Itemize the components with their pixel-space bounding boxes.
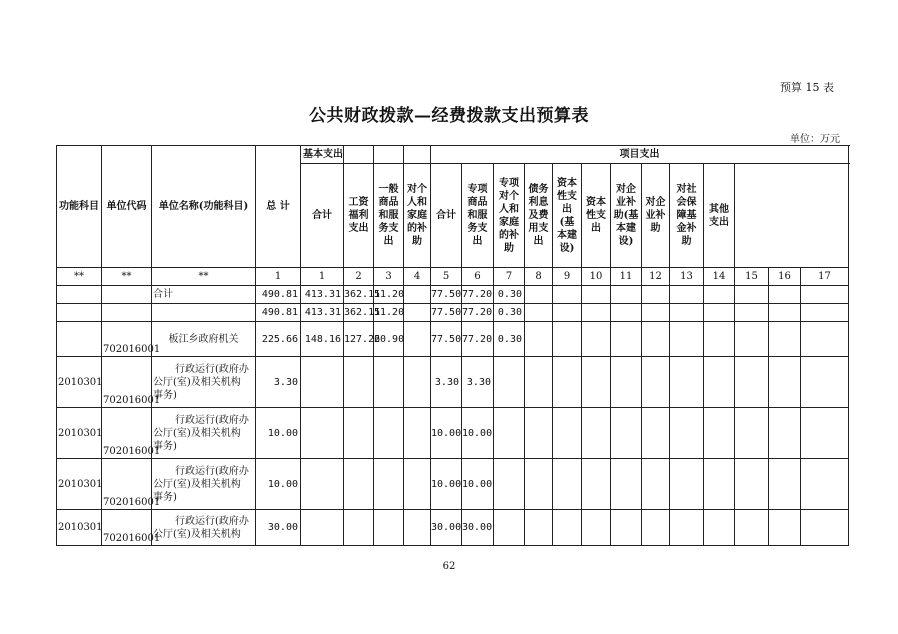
header-capital: 资本性支出	[582, 164, 611, 268]
header-func-code: 功能科目	[57, 146, 102, 268]
special-goods-cell: 77.20	[462, 322, 494, 357]
column-number-row	[57, 268, 849, 286]
column-number: 13	[670, 268, 704, 286]
column-number: **	[102, 268, 152, 286]
special-goods-cell: 77.20	[462, 304, 494, 322]
project-total-cell: 30.00	[431, 510, 462, 546]
goods-cell: 51.20	[374, 286, 404, 304]
header-basic-total: 合计	[301, 164, 344, 268]
column-number: 10	[582, 268, 611, 286]
header-project-total: 合计	[431, 164, 462, 268]
func-code-cell: 2010301	[57, 510, 102, 546]
header-special-personal: 专项对个人和家庭的补助	[494, 164, 525, 268]
header-wages: 工资福利支出	[344, 164, 374, 268]
header-blank	[344, 146, 374, 164]
unit-name-cell: 板江乡政府机关	[152, 322, 256, 357]
table-row	[57, 510, 849, 546]
unit-code-cell: 702016001	[102, 357, 152, 408]
wages-cell: 127.26	[344, 322, 374, 357]
unit-name-cell	[152, 304, 256, 322]
table-row	[57, 304, 849, 322]
personal-cell	[404, 286, 431, 304]
unit-name-line: 行政运行(政府办	[175, 363, 249, 375]
column-number: 14	[704, 268, 735, 286]
header-other: 其他支出	[704, 164, 735, 268]
column-number: 9	[553, 268, 582, 286]
header-blank	[374, 146, 404, 164]
column-number: **	[152, 268, 256, 286]
basic-total-cell: 413.31	[301, 304, 344, 322]
unit-name-line: 公厅(室)及相关机构	[153, 427, 241, 439]
project-total-cell: 10.00	[431, 408, 462, 459]
unit-code-cell: 702016001	[102, 510, 152, 546]
column-number: 12	[642, 268, 670, 286]
header-unit-code: 单位代码	[102, 146, 152, 268]
unit-name-line: 事务)	[153, 491, 177, 503]
wages-cell: 362.11	[344, 286, 374, 304]
header-social-security: 对社会保障基金补助	[670, 164, 704, 268]
header-total: 总 计	[256, 146, 301, 268]
header-blank	[404, 146, 431, 164]
func-code-cell: 2010301	[57, 459, 102, 510]
column-number: 8	[525, 268, 553, 286]
unit-name-cell	[152, 510, 256, 546]
header-enterprise: 对企业补助	[642, 164, 670, 268]
func-code-cell	[57, 304, 102, 322]
header-project-expenditure: 项目支出	[431, 146, 849, 164]
unit-name-line: 公厅(室)及相关机构	[153, 478, 241, 490]
special-personal-cell: 0.30	[494, 322, 525, 357]
special-goods-cell: 30.00	[462, 510, 494, 546]
total-cell: 10.00	[256, 408, 301, 459]
column-number: 16	[769, 268, 801, 286]
unit-label: 单位：万元	[790, 134, 840, 145]
header-unit-name: 单位名称(功能科目)	[152, 146, 256, 268]
special-goods-cell: 77.20	[462, 286, 494, 304]
column-number: 17	[801, 268, 849, 286]
header-capital-infra: 资本性支出(基本建设)	[553, 164, 582, 268]
unit-code-cell	[102, 304, 152, 322]
project-total-cell: 77.50	[431, 304, 462, 322]
project-total-cell: 3.30	[431, 357, 462, 408]
column-number: 11	[611, 268, 642, 286]
personal-cell	[404, 322, 431, 357]
total-cell: 30.00	[256, 510, 301, 546]
unit-name-line: 公厅(室)及相关机构	[153, 528, 241, 540]
total-cell: 3.30	[256, 357, 301, 408]
table-row	[57, 459, 849, 510]
total-cell: 490.81	[256, 286, 301, 304]
table-row	[57, 408, 849, 459]
special-goods-cell: 10.00	[462, 408, 494, 459]
column-number: 4	[404, 268, 431, 286]
table-row	[57, 286, 849, 304]
unit-name-line: 公厅(室)及相关机构	[153, 376, 241, 388]
goods-cell: 20.90	[374, 322, 404, 357]
func-code-cell	[57, 286, 102, 304]
table-number-label: 预算 15 表	[780, 81, 834, 94]
func-code-cell	[57, 322, 102, 357]
func-code-cell: 2010301	[57, 408, 102, 459]
special-goods-cell: 3.30	[462, 357, 494, 408]
column-number: **	[57, 268, 102, 286]
personal-cell	[404, 304, 431, 322]
project-total-cell: 77.50	[431, 286, 462, 304]
project-total-cell: 10.00	[431, 459, 462, 510]
project-total-cell: 77.50	[431, 322, 462, 357]
header-debt: 债务利息及费用支出	[525, 164, 553, 268]
unit-name-cell	[152, 459, 256, 510]
unit-name-line: 事务)	[153, 389, 177, 401]
basic-total-cell: 148.16	[301, 322, 344, 357]
column-number: 5	[431, 268, 462, 286]
func-code-cell: 2010301	[57, 357, 102, 408]
column-number: 7	[494, 268, 525, 286]
header-enterprise-infra: 对企业补助(基本建设)	[611, 164, 642, 268]
basic-total-cell: 413.31	[301, 286, 344, 304]
column-number: 1	[301, 268, 344, 286]
total-cell: 10.00	[256, 459, 301, 510]
column-number: 6	[462, 268, 494, 286]
unit-code-cell: 702016001	[102, 322, 152, 357]
header-goods: 一般商品和服务支出	[374, 164, 404, 268]
header-basic-expenditure: 基本支出	[301, 146, 344, 164]
unit-name-cell: 合计	[152, 286, 256, 304]
column-number: 3	[374, 268, 404, 286]
special-personal-cell: 0.30	[494, 286, 525, 304]
unit-name-cell	[152, 408, 256, 459]
special-personal-cell: 0.30	[494, 304, 525, 322]
budget-table	[56, 145, 849, 546]
total-cell: 490.81	[256, 304, 301, 322]
unit-code-cell: 702016001	[102, 459, 152, 510]
column-number: 15	[735, 268, 769, 286]
document-title: 公共财政拨款—经费拨款支出预算表	[309, 106, 589, 126]
unit-name-line: 行政运行(政府办	[175, 465, 249, 477]
unit-name-line: 行政运行(政府办	[175, 414, 249, 426]
goods-cell: 51.20	[374, 304, 404, 322]
unit-name-line: 事务)	[153, 440, 177, 452]
wages-cell: 362.11	[344, 304, 374, 322]
table-row	[57, 357, 849, 408]
unit-code-cell: 702016001	[102, 408, 152, 459]
page-number: 62	[442, 561, 456, 572]
unit-name-line: 行政运行(政府办	[175, 515, 249, 527]
column-number: 1	[256, 268, 301, 286]
total-cell: 225.66	[256, 322, 301, 357]
column-number: 2	[344, 268, 374, 286]
table-row	[57, 322, 849, 357]
unit-name-cell	[152, 357, 256, 408]
unit-code-cell	[102, 286, 152, 304]
special-goods-cell: 10.00	[462, 459, 494, 510]
header-special-goods: 专项商品和服务支出	[462, 164, 494, 268]
header-personal: 对个人和家庭的补助	[404, 164, 431, 268]
